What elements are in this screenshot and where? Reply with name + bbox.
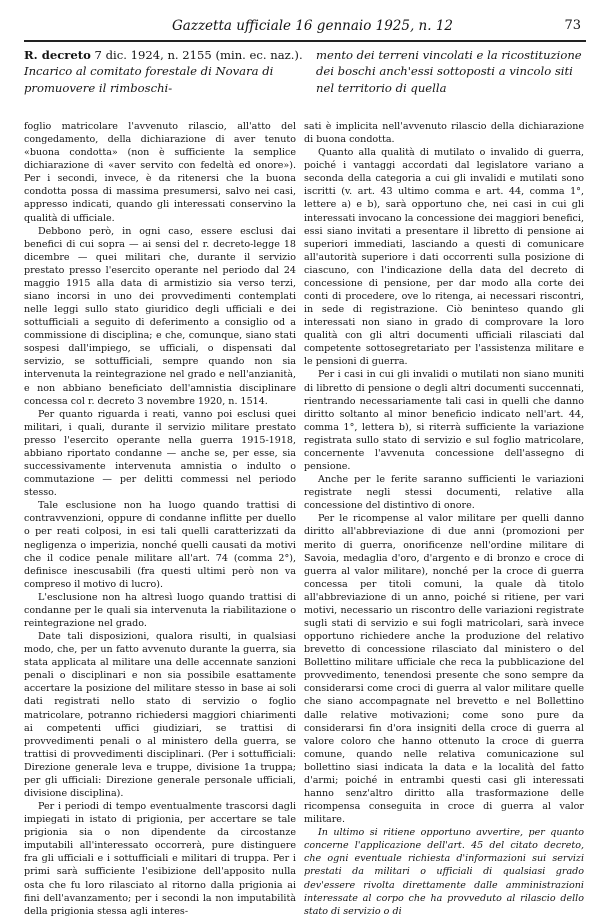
decree-title-part1: Incarico al comitato forestale di Novara di promuovere il rimboschi- <box>24 64 274 95</box>
decree-heading-left <box>24 47 309 96</box>
page-header <box>0 18 609 38</box>
right-text-column <box>304 120 584 918</box>
paragraph: Quanto alla qualità di mutilato o invalido di guerra, poiché i vantaggi accordati dal legislatore variano a seconda della categoria a cui gli invalidi e mutilati sono iscritti (v. art. 43 ultimo comma e art. 44, comma 1°, lettere a) e b), sarà opportuno che, nei casi in cui gli interessati invocano la concessione dei maggiori benefici, essi siano invitati a presentare il libretto di pensione ai superiori immediati, lasciando a questi di comunicare all'autorità superiore i dati occorrenti sulla posizione di ciascuno, con l'indicazione della data del decreto di concessione di pensione, per dar modo alla corte dei conti di procedere, ove lo ritenga, ai necessari riscontri, in sede di registrazione. Ciò beninteso quando gli interessati non siano in grado di comprovare la loro qualità con gli altri documenti ufficiali rilasciati dal competente sottosegretariato per l'assistenza militare e le pensioni di guerra. <box>304 147 584 368</box>
paragraph: Tale esclusione non ha luogo quando trattisi di contravvenzioni, oppure di condanne inflitte per duello o per reati colposi, in esi tali quelli caratterizzati da negligenza o imperizia, nonché quelli causati da motivi che il codice penale militare all'art. 74 (comma 2°), definisce inescusabili (fra questi ultimi però non va compreso il motivo di lucro). <box>24 500 296 590</box>
paragraph: L'esclusione non ha altresì luogo quando trattisi di condanne per le quali sia intervenuta la riabilitazione o reintegrazione nel grado. <box>24 591 296 629</box>
decree-title-part2: mento dei terreni vincolati e la ricostituzione dei boschi anch'essi sottoposti a vincolo siti nel territorio di quella <box>316 48 582 95</box>
decree-label: R. decreto <box>24 48 91 62</box>
left-text-column <box>24 120 296 918</box>
paragraph: Per i periodi di tempo eventualmente trascorsi dagli impiegati in istato di prigionia, per accertare se tale prigionia sia o non dipendente da circostanze imputabili all'interessato occorrerà, pure distinguere fra gli ufficiali e i sottufficiali e militari di truppa. Per i primi sarà sufficiente l'esibizione dell'apposito nulla osta che fu loro rilasciato al ritorno dalla prigionia ai fini dell'avanzamento; per i secondi la non imputabilità della prigionia stessa agli interes- <box>24 801 296 917</box>
decree-date-number: 7 dic. 1924, n. 2155 (min. ec. naz.). <box>94 48 303 62</box>
header-rule <box>24 40 586 42</box>
paragraph: Date tali disposizioni, qualora risulti, in qualsiasi modo, che, per un fatto avvenuto durante la guerra, sia stata applicata al militare una delle accennate sanzioni penali o disciplinari e non sia possibile esattamente accertare la posizione del militare stesso in base ai soli dati registrati nello stato di servizio o foglio matricolare, potranno richiedersi maggiori chiarimenti ai competenti uffici giudiziari, se trattisi di provvedimenti penali o al ministero della guerra, se trattisi di provvedimenti disciplinari. (Per i sottufficiali: Direzione generale leva e truppe, divisione 1a truppa; per gli ufficiali: Direzione generale personale ufficiali, divisione disciplina). <box>24 631 296 799</box>
paragraph: In ultimo si ritiene opportuno avvertire, per quanto concerne l'applicazione dell'art. 45 del citato decreto, che ogni eventuale richiesta d'informazioni sui servizi prestati da militari o ufficiali di qualsiasi grado dev'essere rivolta direttamente dalle amministrazioni interessate al corpo che ha provveduto al rilascio dello stato di servizio o di <box>304 827 584 917</box>
gazette-title: Gazzetta ufficiale 16 gennaio 1925, n. 12 <box>172 18 454 34</box>
paragraph: sati è implicita nell'avvenuto rilascio della dichiarazione di buona condotta. <box>304 121 584 146</box>
page-number: 73 <box>564 18 581 33</box>
paragraph: Debbono però, in ogni caso, essere esclusi dai benefici di cui sopra — ai sensi del r. decreto-legge 18 dicembre — quei militari che, durante il servizio prestato presso l'esercito operante nel periodo dal 24 maggio 1915 alla data di armistizio sia verso terzi, siano incorsi in uno dei provvedimenti contemplati nelle leggi sullo stato giuridico degli ufficiali e dei sottufficiali a seguito di deferimento a consiglio od a commissione di disciplina; e che, comunque, siano stati sospesi dall'impiego, se ufficiali, o dispensati dal servizio, se sottufficiali, sempre quando non sia intervenuta la reintegrazione nel grado e nell'anzianità, e non abbiano beneficiato dell'amnistia disciplinare concessa col r. decreto 3 novembre 1920, n. 1514. <box>24 225 296 407</box>
paragraph: Per i casi in cui gli invalidi o mutilati non siano muniti di libretto di pensione o degli altri documenti succennati, rientrando necessariamente tali casi in quelli che danno diritto soltanto al minor beneficio indicato nell'art. 44, comma 1°, lettera b), si riterrà sufficiente la variazione registrata sullo stato di servizio e sul foglio matricolare, concernente l'avvenuta concessione dell'assegno di pensione. <box>304 369 584 473</box>
paragraph: Per quanto riguarda i reati, vanno poi esclusi quei militari, i quali, durante il servizio militare prestato presso l'esercito operante nella guerra 1915-1918, abbiano riportato condanne — anche se, per esse, sia successivamente intervenuta amnistia o indulto o commutazione — per delitti commessi nel periodo stesso. <box>24 408 296 499</box>
paragraph: Per le ricompense al valor militare per quelli danno diritto all'abbreviazione di due anni (promozioni per merito di guerra, onorificenze nell'ordine militare di Savoia, medaglia d'oro, d'argento e di bronzo e croce di guerra al valor militare), nonché per la croce di guerra concessa per titoli comuni, la quale dà titolo all'abbreviazione di un anno, poiché si ritiene, per vari motivi, necessario un riscontro delle variazioni registrate sugli stati di servizio e sui fogli matricolari, sarà invece opportuno richiedere anche la produzione del relativo brevetto di concessione rilasciato dal ministero o del Bollettino militare ufficiale che reca la pubblicazione del provvedimento, tenendosi presente che sono sempre da considerarsi come croci di guerra al valor militare quelle che siano accompagnate nel brevetto e nel Bollettino dalle relative motivazioni; come sono pure da considerarsi fin d'ora insigniti della croce di guerra al valore coloro che hanno ottenuto la croce di guerra comune, quando nelle relativa comunicazione sul bollettino siasi indicata la data e la località del fatto d'armi; poiché in entrambi questi casi gli interessati hanno senz'altro diritto alla trasformazione delle ricompensa conseguita in croce di guerra al valor militare. <box>304 513 584 826</box>
paragraph: Anche per le ferite saranno sufficienti le variazioni registrate negli stessi documenti, relative alla concessione del distintivo di onore. <box>304 474 584 512</box>
paragraph: foglio matricolare l'avvenuto rilascio, all'atto del congedamento, della dichiarazione di aver tenuto «buona condotta» (non è sufficiente la semplice dichiarazione di «aver servito con fedeltà ed onore»). Per i secondi, invece, è da ritenersi che la buona condotta possa di massima presumersi, salvo nei casi, appresso indicati, quando gli interessati conservino la qualità di ufficiale. <box>24 121 296 224</box>
decree-heading-right <box>316 47 586 96</box>
